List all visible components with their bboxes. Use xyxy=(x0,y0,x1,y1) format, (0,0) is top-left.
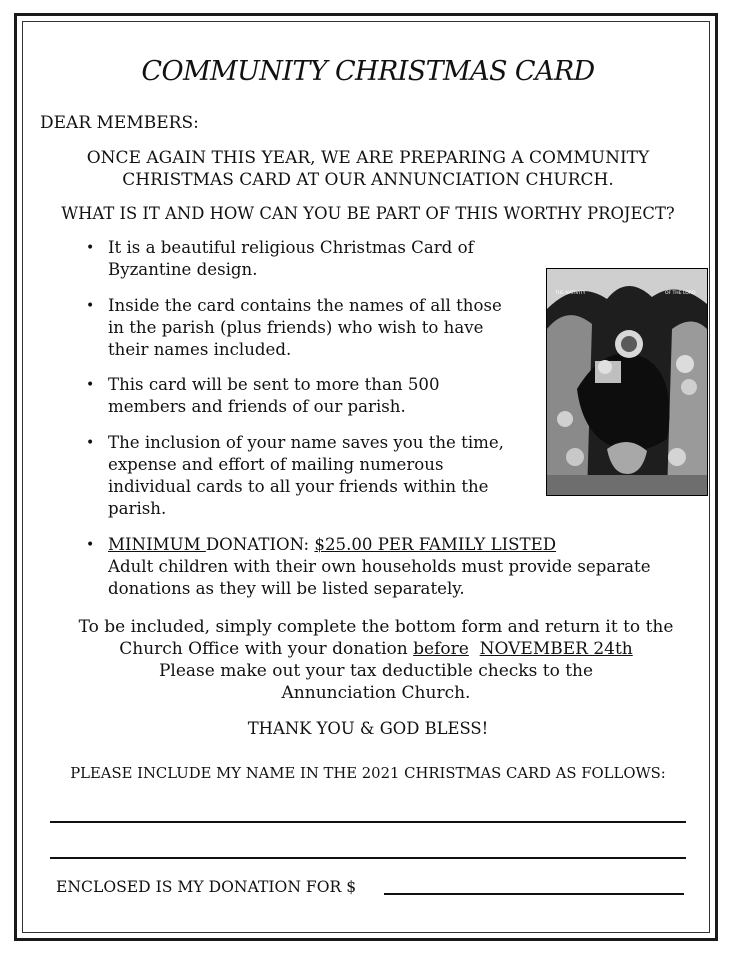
bullet-line: expense and effort of mailing numerous xyxy=(108,455,444,474)
name-entry-line-2[interactable] xyxy=(50,857,686,859)
intro-line-1: ONCE AGAIN THIS YEAR, WE ARE PREPARING A COMMUNITY xyxy=(86,148,650,168)
instructions-line-3: Please make out your tax deductible checks to the xyxy=(158,661,594,681)
bullet-line: Inside the card contains the names of all those xyxy=(108,296,502,315)
intro-line-2: CHRISTMAS CARD AT OUR ANNUNCIATION CHURCH. xyxy=(122,170,614,190)
instructions-line-4: Annunciation Church. xyxy=(281,683,471,703)
donation-item xyxy=(86,534,698,600)
instructions-line-2 xyxy=(0,638,736,660)
question-heading: WHAT IS IT AND HOW CAN YOU BE PART OF THIS WORTHY PROJECT? xyxy=(61,204,675,223)
bullet-dot: • xyxy=(86,435,95,451)
list-item xyxy=(86,432,548,520)
nativity-illustration xyxy=(547,269,707,495)
bullet-line: in the parish (plus friends) who wish to have xyxy=(108,318,484,337)
list-item xyxy=(86,295,548,361)
bullet-line: members and friends of our parish. xyxy=(108,397,406,416)
donation-label: DONATION: xyxy=(205,535,315,554)
form-heading: PLEASE INCLUDE MY NAME IN THE 2021 CHRISTMAS CARD AS FOLLOWS: xyxy=(70,765,666,782)
bullet-dot: • xyxy=(86,240,95,256)
bullet-line: It is a beautiful religious Christmas Card of xyxy=(108,238,474,257)
donation-amount: $25.00 PER FAMILY LISTED xyxy=(314,535,557,554)
list-item xyxy=(86,374,548,418)
donation-amount-line[interactable] xyxy=(384,893,684,895)
deadline-date: NOVEMBER 24th xyxy=(479,639,633,659)
image-caption-right: OF THE LORD xyxy=(665,291,696,296)
page-title: COMMUNITY CHRISTMAS CARD xyxy=(141,56,595,87)
bullet-line: their names included. xyxy=(108,340,292,359)
bullet-line: parish. xyxy=(108,499,167,518)
instructions-before: before xyxy=(413,639,469,659)
bullet-line: individual cards to all your friends within the xyxy=(108,477,489,496)
instructions-line-2-text: Church Office with your donation xyxy=(119,639,414,659)
name-entry-line-1[interactable] xyxy=(50,821,686,823)
donation-label-minimum: MINIMUM xyxy=(108,535,206,554)
enclosed-donation-label: ENCLOSED IS MY DONATION FOR $ xyxy=(56,878,357,896)
bullet-line: The inclusion of your name saves you the time, xyxy=(108,433,504,452)
nativity-icon-image xyxy=(546,268,708,496)
instructions-line-1: To be included, simply complete the bottom form and return it to the xyxy=(78,617,674,637)
donation-note-line: Adult children with their own households must provide separate xyxy=(108,557,651,576)
bullet-dot: • xyxy=(86,298,95,314)
greeting: DEAR MEMBERS: xyxy=(40,113,199,133)
bullet-line: Byzantine design. xyxy=(108,260,258,279)
donation-line xyxy=(108,534,698,556)
bullet-dot: • xyxy=(86,377,95,393)
thank-you-text: THANK YOU & GOD BLESS! xyxy=(247,719,489,738)
list-item xyxy=(86,237,548,281)
image-caption-left: THE NATIVITY xyxy=(555,291,586,296)
bullet-dot: • xyxy=(86,537,95,553)
donation-note-line: donations as they will be listed separately. xyxy=(108,579,465,598)
bullet-line: This card will be sent to more than 500 xyxy=(108,375,440,394)
